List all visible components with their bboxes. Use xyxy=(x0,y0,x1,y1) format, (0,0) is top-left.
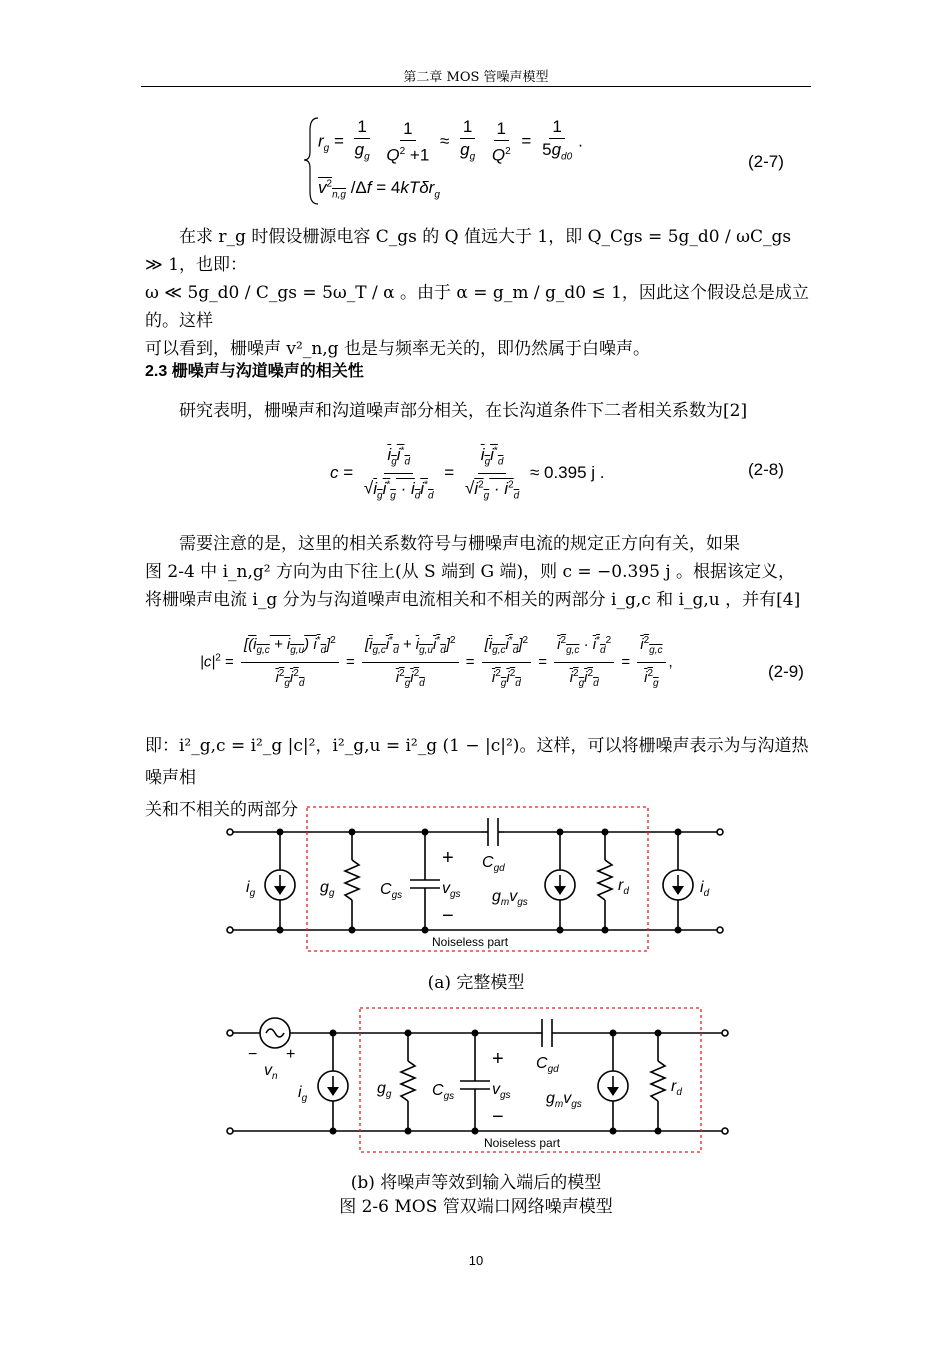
paragraph-1 xyxy=(145,223,810,363)
paragraph-3-line-2: 图 2-4 中 i_n,g² 方向为由下往上(从 S 端到 G 端)，则 c = −0.395 j 。根据该定义， xyxy=(145,562,796,582)
svg-text:−: − xyxy=(442,905,454,927)
svg-text:+: + xyxy=(442,847,454,869)
equation-2-8 xyxy=(330,432,820,512)
noiseless-label-b: Noiseless part xyxy=(484,1136,561,1150)
svg-text:Cgd: $C_{gd}$ xyxy=(482,854,505,874)
circuit-diagram-b xyxy=(220,1003,740,1153)
svg-text:gmvgs: $g_mv_{gs}$ xyxy=(492,888,528,908)
caption-a: (a) 完整模型 xyxy=(427,973,525,993)
eq-2-9-number: (2-9) xyxy=(768,662,804,681)
paragraph-2: 研究表明，栅噪声和沟道噪声部分相关，在长沟道条件下二者相关系数为[2] xyxy=(179,401,748,421)
svg-text:id: $i_d$ xyxy=(700,879,710,899)
svg-text:gg: $g_g$ xyxy=(320,879,335,899)
paragraph-3-line-1: 需要注意的是，这里的相关系数符号与栅噪声电流的规定正方向有关，如果 xyxy=(179,534,740,554)
svg-text:gmvgs: $g_mv_{gs}$ xyxy=(546,1090,582,1110)
svg-text:ig: $i_g$ xyxy=(246,879,256,899)
page-number: 10 xyxy=(468,1253,484,1268)
svg-text:ig: $i_g$ xyxy=(298,1084,308,1104)
circuit-diagram-a xyxy=(220,802,740,952)
figure-title: 图 2-6 MOS 管双端口网络噪声模型 xyxy=(339,1197,613,1217)
svg-text:vgs: $v_{gs}$ xyxy=(492,1081,511,1101)
caption-b: (b) 将噪声等效到输入端后的模型 xyxy=(350,1173,602,1193)
paragraph-3-line-3: 将栅噪声电流 i_g 分为与沟道噪声电流相关和不相关的两部分 i_g,c 和 i_g,u ，并有[4] xyxy=(145,590,801,610)
paragraph-1-line-2: ω ≪ 5g_d0 / C_gs = 5ω_T / α 。由于 α = g_m / g_d0 ≤ 1，因此这个假设总是成立的。这样 xyxy=(145,283,809,331)
eq-2-8-result: ≈ 0.395 j . xyxy=(529,463,605,483)
header-rule xyxy=(141,86,811,87)
running-header: 第二章 MOS 管噪声模型 xyxy=(403,70,549,85)
section-heading: 2.3 栅噪声与沟道噪声的相关性 xyxy=(145,363,364,380)
paragraph-4-line-2: 关和不相关的两部分 xyxy=(145,800,298,820)
noiseless-label-a: Noiseless part xyxy=(432,935,509,949)
eq-2-7-number: (2-7) xyxy=(748,152,784,171)
eq-2-7-line1: $r_g$ = $\frac{1}{g_g}$ $\frac{1}{Q^2 +1}$ ≈ $\frac{1}{g_g}$ $\frac{1}{Q^2}$ = $\frac{1}{5g_{d0}}$ . xyxy=(318,117,583,165)
paragraph-1-line-3: 可以看到，栅噪声 v²_n,g 也是与频率无关的，即仍然属于白噪声。 xyxy=(145,339,650,359)
eq-2-8-body: c = $\frac{i_gi^*_d}{√i_gi^*_g \cdot i_di^*_d}$ = $\frac{i_gi^*_d}{√i^2_g \cdot i^2_d}$ ≈ 0.395 j . xyxy=(330,440,605,507)
equation-2-9 xyxy=(200,624,820,710)
svg-text:−: − xyxy=(248,1046,258,1063)
svg-text:+: + xyxy=(286,1046,296,1063)
eq-2-7-line2: $v^2_{n,g}$ /Δf = 4kTδr$_g$ xyxy=(318,178,440,201)
paragraph-1-line-1: 在求 r_g 时假设栅源电容 C_gs 的 Q 值远大于 1，即 Q_Cgs = 5g_d0 / ωC_gs ≫ 1，也即： xyxy=(145,227,792,275)
eq-2-8-number: (2-8) xyxy=(748,460,784,479)
paragraph-3 xyxy=(145,530,810,614)
paragraph-4-line-1: 即：i²_g,c = i²_g |c|²，i²_g,u = i²_g (1 − |c|²)。这样，可以将栅噪声表示为与沟道热噪声相 xyxy=(145,736,809,788)
svg-text:vn: $v_n$ xyxy=(264,1062,278,1082)
svg-text:gg: $g_g$ xyxy=(377,1080,392,1100)
svg-text:rd: $r_d$ xyxy=(671,1078,682,1098)
svg-text:Cgd: $C_{gd}$ xyxy=(536,1055,559,1075)
svg-text:+: + xyxy=(492,1048,504,1070)
svg-text:Cgs: $C_{gs}$ xyxy=(380,881,403,901)
eq-2-9-body: $|c|^2$ = $\frac{[(i_{g,c} + i_{g,u}) i^*_d]^2}{i^2_gi^2_d}$ = $\frac{[i_{g,c}i^*_d + i_{g,u}i^*_d]^2}{i^2_gi^2_d}$ = $\frac{[i_{g,c}i^*_d]^2}{i^2_gi^2_d}$ = $\frac{i^2_{g,c} \cdot i^*_d^2}{i^2_gi^2_d}$ = $\frac{i^2_{g,c}}{i^2_g}$ , xyxy=(200,630,673,695)
svg-text:−: − xyxy=(492,1106,504,1128)
svg-text:rd: $r_d$ xyxy=(618,877,629,897)
equation-2-7 xyxy=(300,110,820,210)
svg-text:Cgs: $C_{gs}$ xyxy=(432,1082,455,1102)
svg-text:vgs: $v_{gs}$ xyxy=(442,880,461,900)
